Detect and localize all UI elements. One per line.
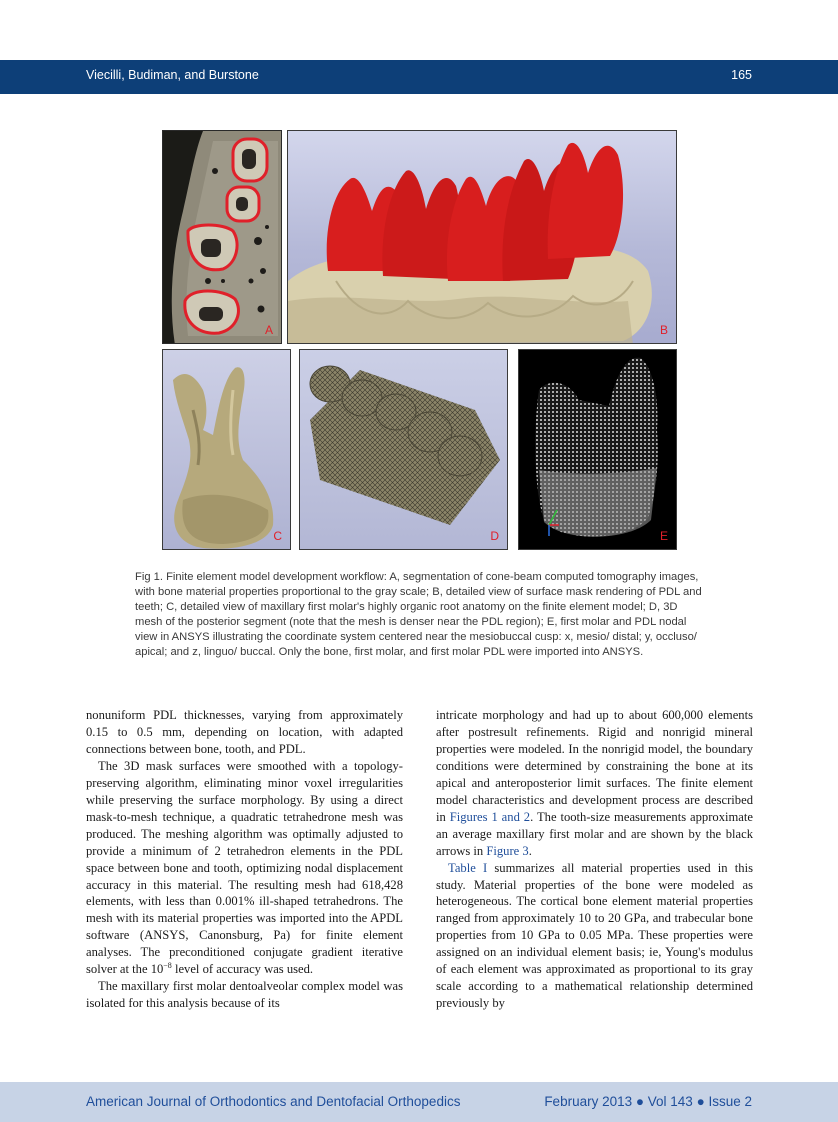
table-reference-link[interactable]: Table I — [448, 860, 488, 875]
header-authors: Viecilli, Budiman, and Burstone — [86, 68, 259, 82]
panel-label-c: C — [273, 529, 282, 543]
figure-panel-a — [162, 130, 282, 344]
ansys-nodal-view-image — [519, 350, 677, 550]
posterior-segment-mesh-image — [300, 350, 508, 550]
cbct-segmentation-image — [163, 131, 282, 344]
issue-info: February 2013 ● Vol 143 ● Issue 2 — [544, 1094, 752, 1109]
exponent: −8 — [163, 961, 172, 971]
figure-panel-b — [287, 130, 677, 344]
body-paragraph — [436, 707, 753, 860]
body-text: . — [528, 843, 532, 858]
page-number: 165 — [731, 68, 752, 82]
body-text: level of accuracy was used. — [171, 962, 314, 977]
panel-label-a: A — [264, 323, 273, 337]
body-column-left — [86, 707, 403, 1012]
figure-panel-d — [299, 349, 508, 550]
figure-reference-link[interactable]: Figure 3 — [486, 843, 529, 858]
body-paragraph — [436, 860, 753, 1013]
body-paragraph: The maxillary first molar dentoalveolar complex model was isolated for this analysis because of its — [86, 979, 403, 1011]
body-text: The 3D mask surfaces were smoothed with a topology-preserving algorithm, eliminating minor voxel irregularities while preserving the surface morphology. By using a direct mask-to-mesh technique, a quadratic tetrahedrone mesh was produced. The meshing algorithm was optimally adjusted to provide a minimum of 2 tetrahedron elements in the PDL space between bone and tooth, optimizing nodal displacement accuracy in this material. The resulting mesh had 618,428 elements, with less than 0.001% ill-shaped tetrahedrons. The mesh with its material properties was imported into the APDL software (ANSYS, Canonsburg, Pa) for finite element analyses. The preconditioned conjugate gradient iterative solver at the 10 — [86, 758, 403, 977]
figure-panel-c — [162, 349, 291, 550]
panel-label-d: D — [490, 529, 499, 543]
panel-label-e: E — [659, 529, 668, 543]
figure-panel-e — [518, 349, 677, 550]
body-text: intricate morphology and had up to about 600,000 elements after postresult refinements. Rigid and nonrigid mineral properties were modeled. In the nonrigid model, the boundary conditions were determined by constraining the bone at its apical and anteroposterior limit surfaces. The finite element model characteristics and development process are described in — [436, 708, 753, 824]
body-paragraph — [86, 758, 403, 978]
journal-name: American Journal of Orthodontics and Dentofacial Orthopedics — [86, 1094, 461, 1109]
panel-label-b: B — [659, 323, 668, 337]
body-paragraph: nonuniform PDL thicknesses, varying from approximately 0.15 to 0.5 mm, depending on location, with adapted connections between bone, tooth, and PDL. — [86, 708, 403, 756]
surface-mask-rendering-image — [288, 131, 677, 344]
body-text: summarizes all material properties used in this study. Material properties of the bone were modeled as heterogeneous. The cortical bone element material properties ranged from approximately 10 to 20 GPa, and trabecular bone properties from 10 GPa to 0.05 MPa. These properties were assigned on an individual element basis; ie, Young's modulus of each element was approximated as proportional to its gray scale according to a mathematical relationship determined previously by — [436, 860, 753, 1011]
body-text: . The tooth-size measurements approximate an average maxillary first molar and are shown by the black arrows in — [436, 809, 753, 858]
figure-caption: Fig 1. Finite element model development workflow: A, segmentation of cone-beam computed tomography images, with bone material properties proportional to the gray scale; B, detailed view of surface mask rendering of PDL and teeth; C, detailed view of maxillary first molar's highly organic root anatomy on the finite element model; D, 3D mesh of the posterior segment (note that the mesh is denser near the PDL region); E, first molar and PDL nodal view in ANSYS illustrating the coordinate system centered near the mesiobuccal cusp: x, mesio/ distal; y, occluso/ apical; and z, linguo/ buccal. Only the bone, first molar, and first molar PDL were imported into ANSYS. — [135, 571, 702, 659]
body-column-right — [436, 707, 753, 1012]
molar-root-anatomy-image — [163, 350, 291, 550]
running-footer — [0, 1082, 838, 1122]
figure-reference-link[interactable]: Figures 1 and 2 — [449, 809, 531, 824]
